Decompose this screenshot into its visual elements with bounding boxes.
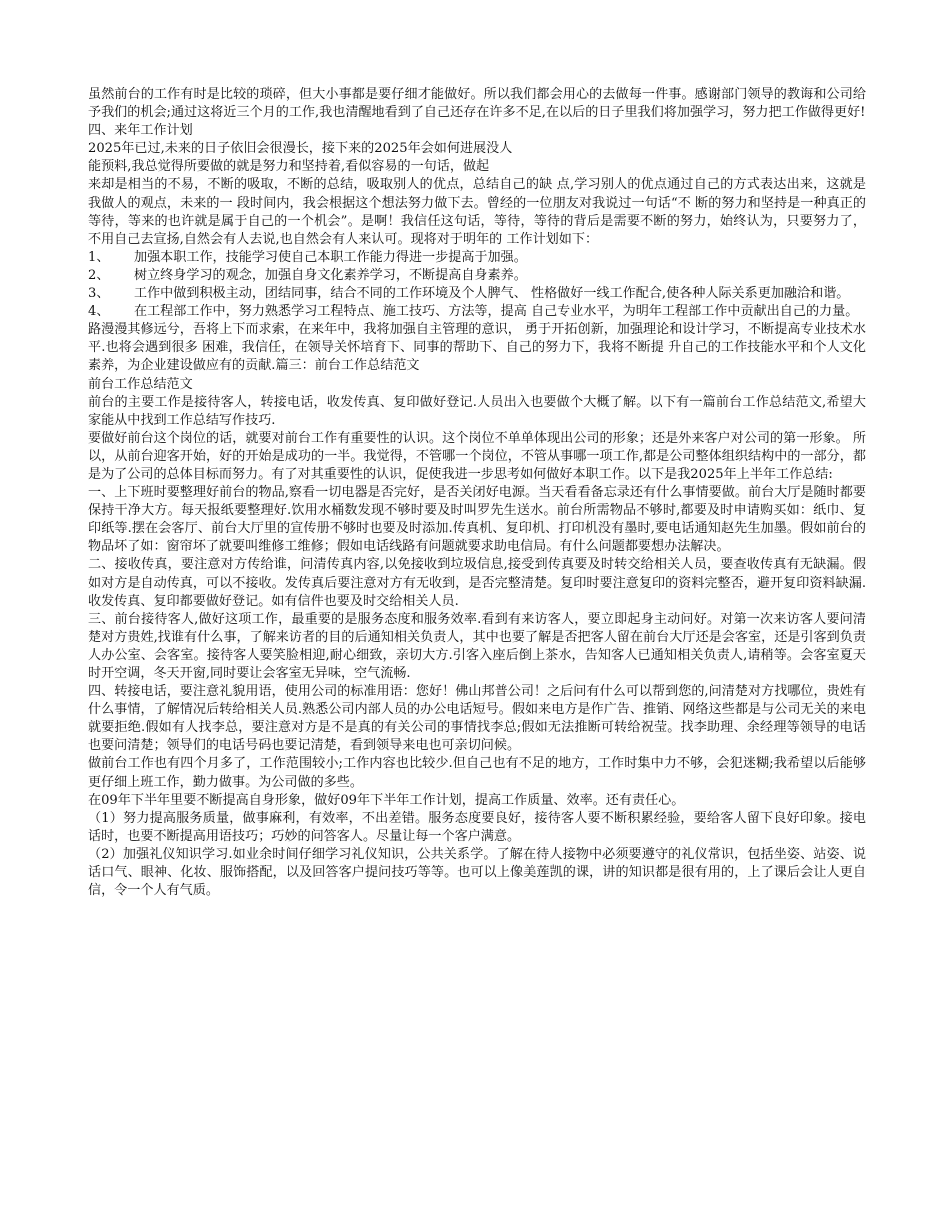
list-text: 树立终身学习的观念，加强自身文化素养学习，不断提高自身素养。: [134, 267, 527, 283]
list-number: 3、: [88, 286, 110, 302]
section-title-frontdesk: 前台工作总结范文: [88, 376, 193, 392]
list-text: 加强本职工作，技能学习使自己本职工作能力得进一步提高于加强。: [134, 249, 527, 265]
paragraph-7: 要做好前台这个岗位的话，就要对前台工作有重要性的认识。这个岗位不单单体现出公司的形象；还是外来客户对公司的第一形象。 所以，从前台迎客开始，好的开始是成功的一半。我觉得，不管哪一个岗位，不管从事哪一项工作,都是公司整体组织结构中的一部分，都是为了公司的总体目标而努力。有了对其重要性的认识，促使我进一步思考如何做好本职工作。以下是我2025年上半年工作总结:: [88, 430, 866, 482]
paragraph-2: 2025年已过,未来的日子依旧会很漫长，接下来的2025年会如何进展没人: [88, 141, 513, 157]
list-number: 4、: [88, 304, 110, 320]
paragraph-5: 路漫漫其修远兮，吾将上下而求索，在来年中，我将加强自主管理的意识， 勇于开拓创新，加强理论和设计学习，不断提高专业技术水平.也将会遇到很多 困难，我信任，在领导关怀培育下、同事的帮助下、自己的努力下，我将不断提 升自己的工作技能水平和个人文化素养，为企业建设做应有的贡献.篇三：前台工作总结范文: [88, 322, 866, 374]
paragraph-10: 三、前台接待客人,做好这项工作，最重要的是服务态度和服务效率.看到有来访客人，要立即起身主动问好。对第一次来访客人要问清楚对方贵姓,找谁有什么事，了解来访者的目的后通知相关负责人，其中也要了解是否把客人留在前台大厅还是会客室，还是引客到负责人办公室、会客室。接待客人要笑脸相迎,耐心细致，亲切大方.引客入座后倒上茶水，告知客人已通知相关负责人,请稍等。会客室夏天时开空调，冬天开窗,同时要让会客室无异味，空气流畅.: [88, 611, 866, 681]
section-heading-plan: 四、来年工作计划: [88, 123, 193, 139]
list-text: 工作中做到积极主动，团结同事，结合不同的工作环境及个人脾气、 性格做好一线工作配合,使各种人际关系更加融洽和谐。: [134, 286, 850, 302]
document-page: [88, 86, 866, 900]
paragraph-13: 在09年下半年里要不断提高自身形象，做好09年下半年工作计划，提高工作质量、效率。还有责任心。: [88, 792, 685, 808]
paragraph-9: 二、接收传真，要注意对方传给谁，问清传真内容,以免接收到垃圾信息,接受到传真要及时转交给相关人员，要查收传真有无缺漏。假如对方是自动传真，可以不接收。发传真后要注意对方有无收到，是否完整清楚。复印时要注意复印的资料完整否，避开复印资料缺漏.收发传真、复印都要做好登记。如有信件也要及时交给相关人员.: [88, 557, 866, 609]
list-number: 1、: [88, 249, 110, 265]
paragraph-3: 能预料,我总觉得所要做的就是努力和坚持着,看似容易的一句话，做起: [88, 159, 490, 175]
paragraph-11: 四、转接电话，要注意礼貌用语，使用公司的标准用语：您好！佛山邦普公司！之后问有什么可以帮到您的,问清楚对方找哪位，贵姓有什么事情，了解情况后转给相关人员.熟悉公司内部人员的办公电话短号。假如来电方是作广告、推销、网络这些都是与公司无关的来电就要拒绝.假如有人找李总，要注意对方是不是真的有关公司的事情找李总;假如无法推断可转给祝莹。找李助理、余经理等领导的电话也要问清楚；领导们的电话号码也要记清楚，看到领导来电也可亲切问候。: [88, 684, 866, 754]
list-number: 2、: [88, 267, 110, 283]
plan-list-item-1: [88, 249, 866, 267]
paragraph-4: 来却是相当的不易，不断的吸取，不断的总结，吸取别人的优点，总结自己的缺 点,学习别人的优点通过自己的方式表达出来，这就是我做人的观点，未来的一 段时间内，我会根据这个想法努力做下去。曾经的一位朋友对我说过一句话“不 断的努力和坚持是一种真正的等待，等来的也许就是属于自己的一个机会”。是啊！我信任这句话，等待，等待的背后是需要不断的努力，始终认为，只要努力了，不用自己去宣扬,自然会有人去说,也自然会有人来认可。现将对于明年的 工作计划如下：: [88, 177, 866, 247]
paragraph-15: （2）加强礼仪知识学习.如业余时间仔细学习礼仪知识，公共关系学。了解在待人接物中必须要遵守的礼仪常识，包括坐姿、站姿、说话口气、眼神、化妆、服饰搭配，以及回答客户提问技巧等等。也可以上像美莲凯的课，讲的知识都是很有用的，上了课后会让人更自信，令一个人有气质。: [88, 846, 866, 899]
paragraph-8: 一、上下班时要整理好前台的物品,察看一切电器是否完好，是否关闭好电源。当天看看备忘录还有什么事情要做。前台大厅是随时都要保持干净大方。每天报纸要整理好.饮用水桶数发现不够时要及时叫罗先生送水。前台所需物品不够时,都要及时申请购买如：纸巾、复印纸等.摆在会客厅、前台大厅里的宣传册不够时也要及时添加.传真机、复印机、打印机没有墨时,要电话通知赵先生加墨。假如前台的物品坏了如：窗帘坏了就要叫维修工维修；假如电话线路有问题就要求助电信局。有什么问题都要想办法解决。: [88, 485, 866, 555]
paragraph-14: （1）努力提高服务质量，做事麻利，有效率，不出差错。服务态度要良好，接待客人要不断积累经验，要给客人留下良好印象。接电话时，也要不断提高用语技巧；巧妙的问答客人。尽量让每一个客户满意。: [88, 810, 866, 844]
paragraph-6: 前台的主要工作是接待客人，转接电话，收发传真、复印做好登记.人员出入也要做个大概了解。以下有一篇前台工作总结范文,希望大家能从中找到工作总结写作技巧.: [88, 394, 866, 428]
plan-list-item-3: [88, 285, 866, 303]
paragraph-1: 虽然前台的工作有时是比较的琐碎，但大小事都是要仔细才能做好。所以我们都会用心的去做每一件事。感谢部门领导的教诲和公司给予我们的机会;通过这将近三个月的工作,我也清醒地看到了自己还存在许多不足,在以后的日子里我们将加强学习，努力把工作做得更好!: [88, 87, 866, 121]
plan-list-item-4: [88, 303, 866, 321]
paragraph-12: 做前台工作也有四个月多了，工作范围较小;工作内容也比较少.但自己也有不足的地方，工作时集中力不够，会犯迷糊;我希望以后能够更仔细上班工作，勤力做事。为公司做的多些。: [88, 756, 866, 790]
list-text: 在工程部工作中，努力熟悉学习工程特点、施工技巧、方法等，提高 自己专业水平，为明年工程部工作中贡献出自己的力量。: [134, 304, 859, 320]
plan-list-item-2: [88, 267, 866, 285]
